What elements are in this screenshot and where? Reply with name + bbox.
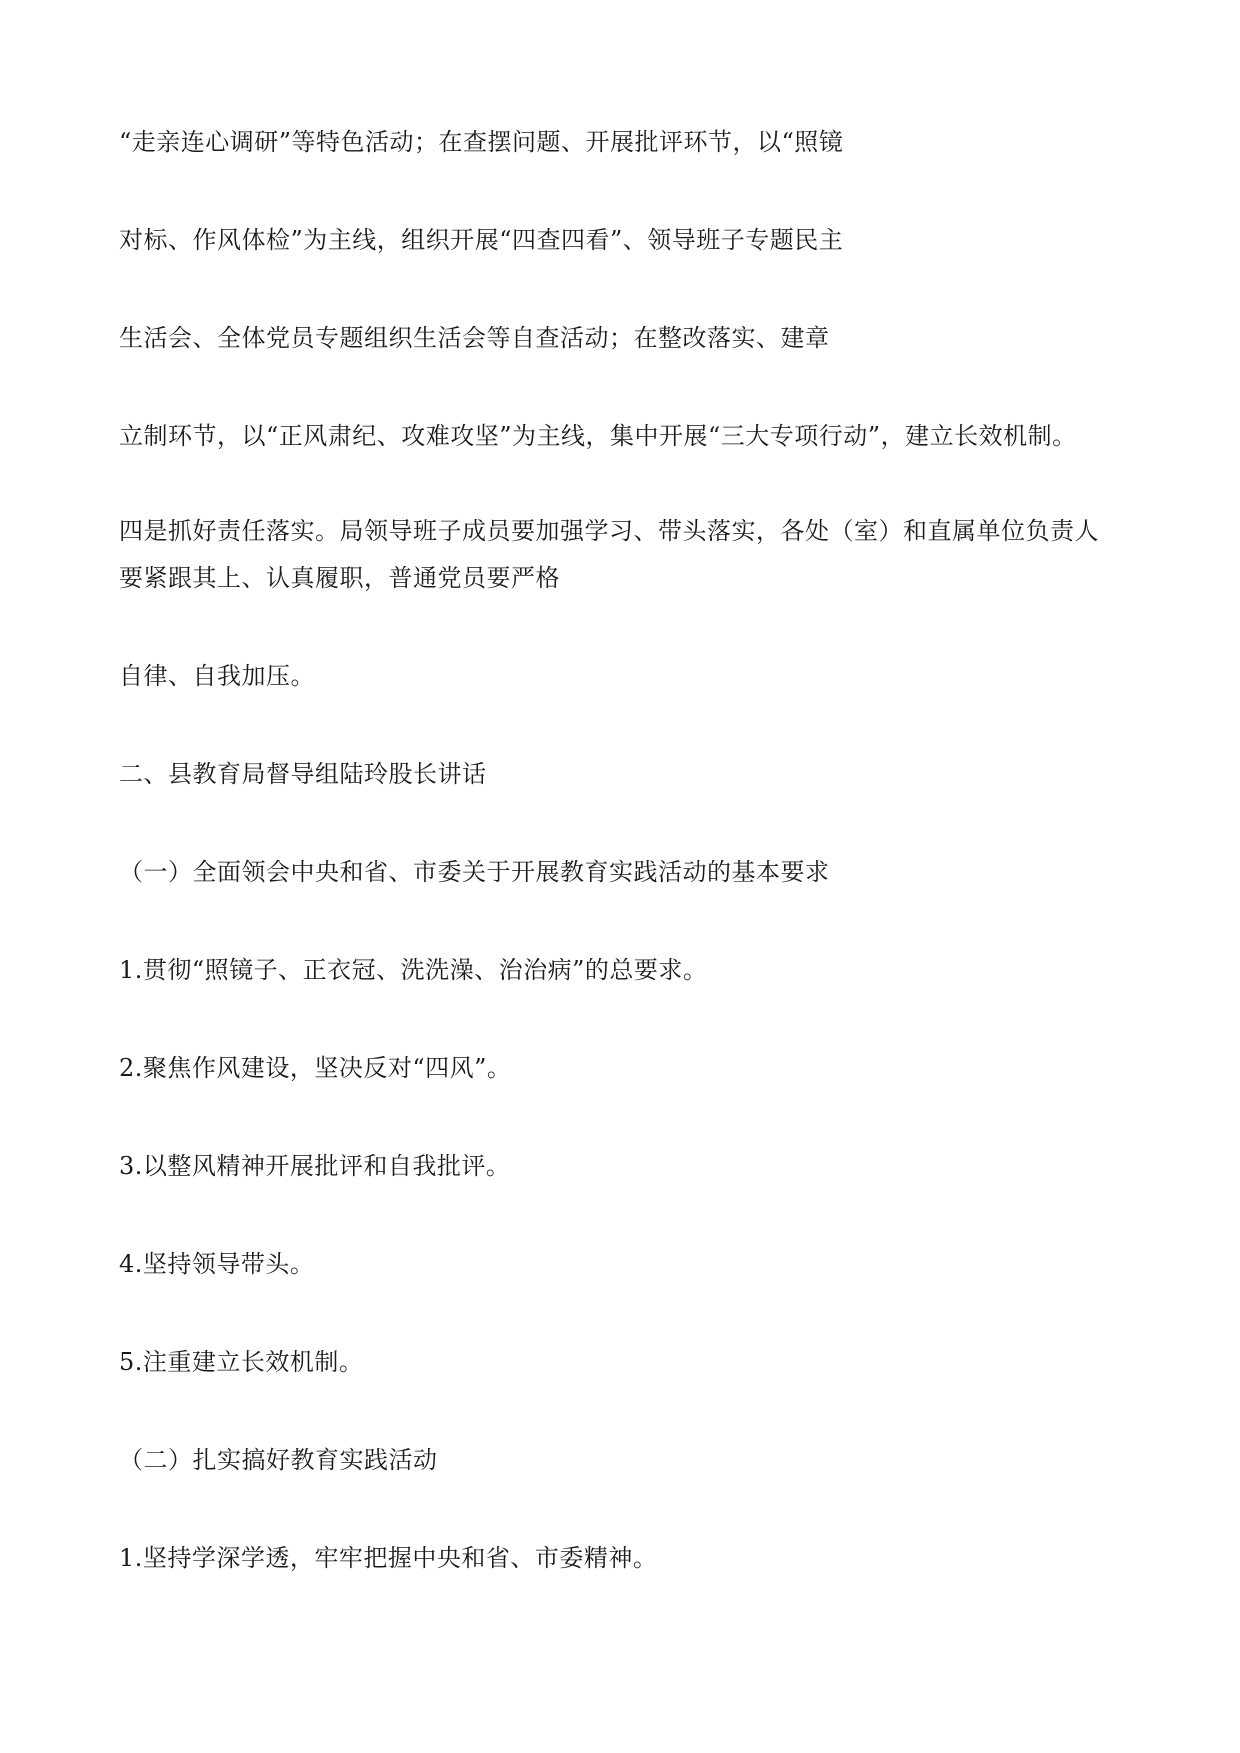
subsection-heading-1: （一）全面领会中央和省、市委关于开展教育实践活动的基本要求 [119, 858, 830, 886]
list-item-3: 3.以整风精神开展批评和自我批评。 [119, 1152, 511, 1180]
list-item-1: 1.贯彻“照镜子、正衣冠、洗洗澡、治治病”的总要求。 [119, 956, 708, 984]
list-item-6: 1.坚持学深学透，牢牢把握中央和省、市委精神。 [119, 1544, 658, 1572]
text-line-3: 生活会、全体党员专题组织生活会等自查活动；在整改落实、建章 [119, 324, 830, 352]
text-line-2: 对标、作风体检”为主线，组织开展“四查四看”、领导班子专题民主 [119, 226, 844, 254]
subsection-heading-2: （二）扎实搞好教育实践活动 [119, 1446, 438, 1474]
section-heading-2: 二、县教育局督导组陆玲股长讲话 [119, 760, 487, 788]
text-line-7: 自律、自我加压。 [119, 662, 315, 690]
list-item-5: 5.注重建立长效机制。 [119, 1348, 364, 1376]
list-item-4: 4.坚持领导带头。 [119, 1250, 315, 1278]
text-line-1: “走亲连心调研”等特色活动；在查摆问题、开展批评环节，以“照镜 [119, 128, 844, 156]
text-line-4: 立制环节，以“正风肃纪、攻难攻坚”为主线，集中开展“三大专项行动”，建立长效机制。 [119, 422, 1077, 450]
list-item-2: 2.聚焦作风建设，坚决反对“四风”。 [119, 1054, 512, 1082]
text-line-5: 四是抓好责任落实。局领导班子成员要加强学习、带头落实，各处（室）和直属单位负责人 [119, 517, 1099, 545]
text-line-6: 要紧跟其上、认真履职，普通党员要严格 [119, 564, 560, 592]
